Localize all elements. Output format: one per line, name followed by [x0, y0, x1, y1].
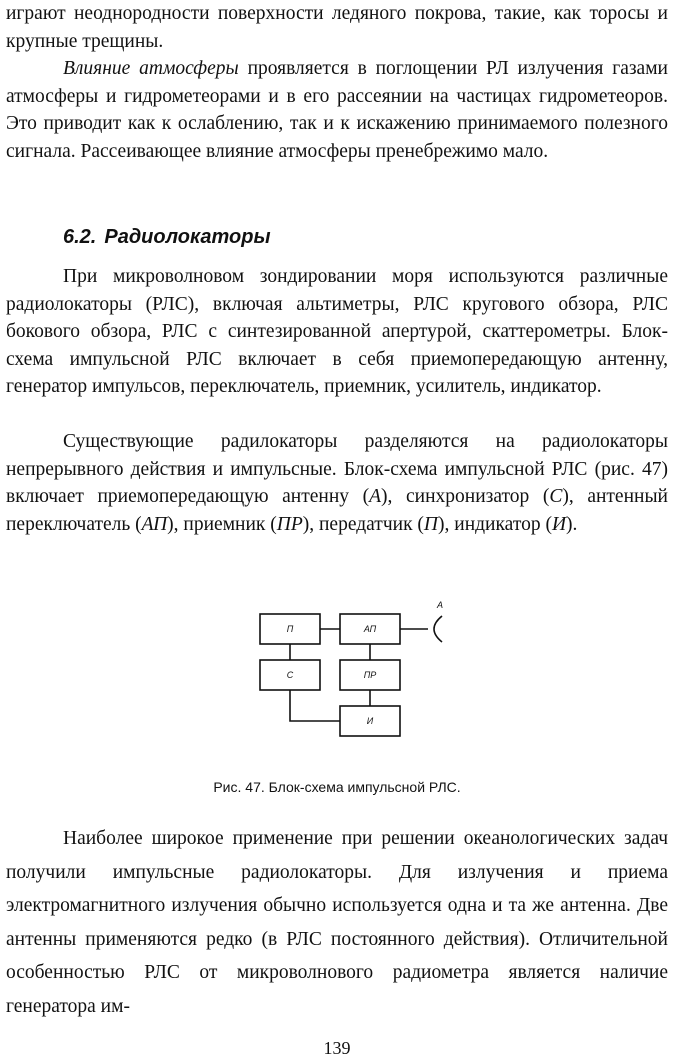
page-number: 139 [323, 1038, 351, 1058]
section-number: 6.2. [63, 226, 97, 248]
p4-text-4: ), передатчик ( [302, 513, 424, 535]
p4-abbr-indicator: И [551, 513, 567, 535]
paragraph-radar-types: При микроволновом зондировании моря используются различные радиолокаторы (РЛС), включая альтиметры, РЛС кругового обзора, РЛС бокового обзора, РЛС с синтезированной апертурой, скаттерометры. Блок-схема импульсной РЛС включает в себя приемопередающую антенну, генератор импульсов, переключатель, приемник, усилитель, индикатор. [6, 266, 668, 398]
p4-abbr-switch: АП [141, 513, 168, 535]
block-diagram [250, 596, 460, 746]
p4-abbr-antenna: А [369, 486, 382, 508]
paragraph-atmosphere [6, 55, 668, 165]
paragraph-block-scheme [6, 428, 668, 538]
label-transmitter: П [286, 624, 294, 634]
p4-text-2: ), антенный переключатель ( [6, 486, 668, 535]
emphasis-atmosphere: Влияние атмосферы [63, 58, 239, 79]
paragraph-continuation: играют неоднородности поверхности ледяного покрова, такие, как торосы и крупные трещины. [6, 3, 668, 52]
label-antenna-switch: АП [363, 624, 377, 634]
p4-text-0: Существующие радилокаторы разделяются на радиолокаторы непрерывного действия и импульсные. Блок-схема импульсной РЛС (рис. 47) включает приемопередающую антенну ( [6, 431, 668, 508]
label-antenna: А [436, 600, 444, 610]
label-receiver: ПР [363, 670, 377, 680]
p4-text-3: ), приемник ( [167, 513, 277, 535]
paragraph-atmosphere-text: проявляется в поглощении РЛ излучения газами атмосферы и гидрометеорами и в его рассеянии на частицах гидрометеоров. Это приводит как к ослаблению, так и к искажению принимаемого полезного сигнала. Рассеивающее влияние атмосферы пренебрежимо мало. [6, 58, 668, 162]
link-sync-indicator [290, 690, 340, 721]
paragraph-pulse-radar: Наиболее широкое применение при решении океанологических задач получили импульсные радиолокаторы. Для излучения и приема электромагнитного излучения обычно используется одна и та же антенна. Две антенны применяются редко (в РЛС постоянного действия). Отличительной особенностью РЛС от микроволнового радиометра является наличие генератора им- [6, 828, 668, 1017]
antenna-icon [434, 616, 442, 642]
p4-abbr-synchronizer: С [549, 486, 563, 508]
label-synchronizer: С [286, 670, 294, 680]
p4-text-1: ), синхронизатор ( [381, 486, 550, 508]
label-indicator: И [366, 716, 374, 726]
p4-text-6: ). [566, 513, 578, 535]
p4-abbr-transmitter: П [423, 513, 439, 535]
p4-text-5: ), индикатор ( [438, 513, 552, 535]
p4-abbr-receiver: ПР [276, 513, 303, 535]
figure-caption: Рис. 47. Блок-схема импульсной РЛС. [213, 779, 461, 795]
section-heading [63, 226, 279, 249]
section-title: Радиолокаторы [104, 226, 271, 248]
